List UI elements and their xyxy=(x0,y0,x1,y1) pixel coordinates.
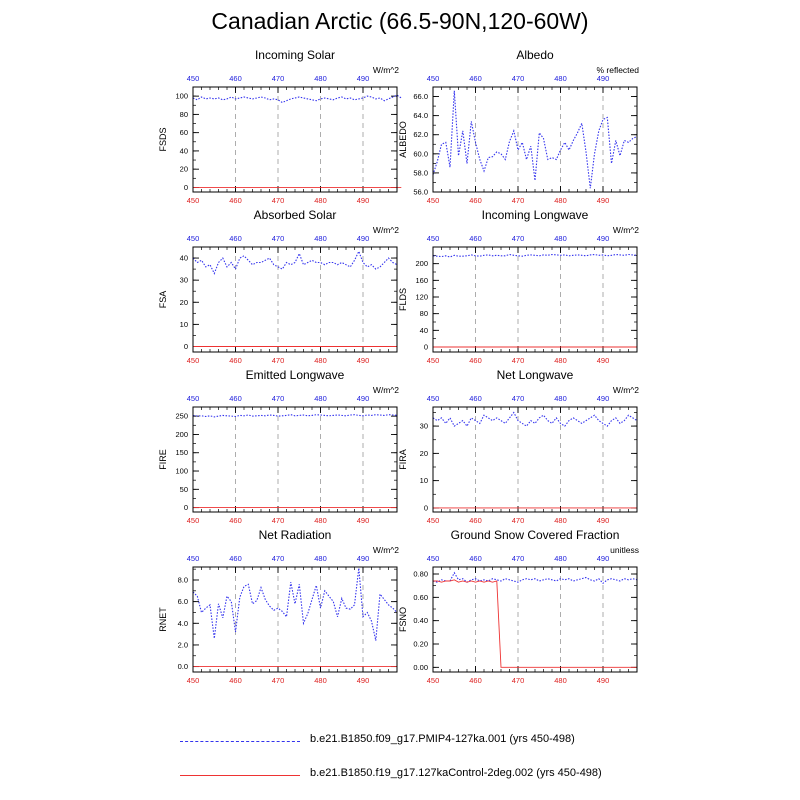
x-tick-label-top: 470 xyxy=(271,74,285,83)
x-tick-label-bottom: 490 xyxy=(596,196,610,205)
x-tick-label-top: 490 xyxy=(356,554,370,563)
x-tick-label-bottom: 480 xyxy=(314,356,327,365)
y-tick-label: 160 xyxy=(415,275,428,285)
y-tick-label: 0.80 xyxy=(413,569,428,579)
x-tick-label-bottom: 470 xyxy=(271,676,285,685)
y-tick-label: 20 xyxy=(179,297,188,307)
y-tick-label: 56.0 xyxy=(413,187,428,197)
units-label: W/m^2 xyxy=(372,385,399,395)
y-tick-label: 120 xyxy=(415,292,428,302)
x-tick-label-bottom: 460 xyxy=(229,676,242,685)
x-tick-label-bottom: 460 xyxy=(469,676,482,685)
series-line-pmip4 xyxy=(193,568,397,641)
plot-frame xyxy=(433,407,637,512)
series-line-pmip4 xyxy=(193,95,401,102)
x-tick-label-bottom: 470 xyxy=(511,516,525,525)
legend-label: b.e21.B1850.f19_g17.127kaControl-2deg.002 (yrs 450-498) xyxy=(310,767,602,779)
x-tick-label-top: 460 xyxy=(229,394,242,403)
y-tick-label: 200 xyxy=(415,259,428,269)
y-tick-label: 0.40 xyxy=(413,616,428,626)
chart-title: Incoming Solar xyxy=(254,48,336,62)
x-tick-label-bottom: 470 xyxy=(511,676,525,685)
chart-title: Albedo xyxy=(516,48,554,62)
y-tick-label: 66.0 xyxy=(413,92,428,102)
plot-frame xyxy=(193,87,397,192)
y-tick-label: 200 xyxy=(175,429,188,439)
x-tick-label-top: 470 xyxy=(511,394,525,403)
y-tick-label: 60.0 xyxy=(413,149,428,159)
series-line-pmip4 xyxy=(193,251,397,273)
y-axis-label: FSDS xyxy=(158,127,168,152)
x-tick-label-bottom: 480 xyxy=(554,676,567,685)
plot-frame xyxy=(193,407,397,512)
chart-panel xyxy=(158,208,399,365)
chart-title: Incoming Longwave xyxy=(481,208,589,222)
x-tick-label-top: 450 xyxy=(186,74,200,83)
y-tick-label: 0.60 xyxy=(413,592,428,602)
x-tick-label-bottom: 450 xyxy=(426,516,440,525)
x-tick-label-top: 470 xyxy=(271,234,285,243)
x-tick-label-bottom: 450 xyxy=(186,356,200,365)
page-title: Canadian Arctic (66.5-90N,120-60W) xyxy=(211,8,589,34)
x-tick-label-bottom: 490 xyxy=(356,676,370,685)
x-tick-label-bottom: 460 xyxy=(229,356,242,365)
y-tick-label: 0.20 xyxy=(413,639,428,649)
chart-panel xyxy=(398,208,639,365)
chart-panel xyxy=(158,368,399,525)
units-label: % reflected xyxy=(596,65,639,75)
x-tick-label-bottom: 490 xyxy=(596,516,610,525)
y-axis-label: FLDS xyxy=(398,287,408,312)
units-label: W/m^2 xyxy=(372,225,399,235)
y-tick-label: 150 xyxy=(175,448,188,458)
x-tick-label-top: 470 xyxy=(271,554,285,563)
x-tick-label-bottom: 450 xyxy=(186,676,200,685)
y-tick-label: 40 xyxy=(419,325,428,335)
x-tick-label-bottom: 460 xyxy=(469,196,482,205)
x-tick-label-top: 490 xyxy=(596,234,610,243)
y-axis-label: FSA xyxy=(158,290,168,309)
y-tick-label: 100 xyxy=(175,466,188,476)
x-tick-label-bottom: 450 xyxy=(186,196,200,205)
x-tick-label-top: 450 xyxy=(426,554,440,563)
legend-swatch-solid xyxy=(180,775,300,776)
units-label: W/m^2 xyxy=(612,225,639,235)
x-tick-label-bottom: 450 xyxy=(426,196,440,205)
x-tick-label-bottom: 480 xyxy=(314,196,327,205)
x-tick-label-top: 450 xyxy=(426,74,440,83)
y-tick-label: 6.0 xyxy=(177,597,188,607)
units-label: unitless xyxy=(610,545,639,555)
x-tick-label-bottom: 470 xyxy=(271,516,285,525)
y-tick-label: 58.0 xyxy=(413,168,428,178)
x-tick-label-bottom: 470 xyxy=(511,356,525,365)
x-tick-label-top: 490 xyxy=(356,234,370,243)
y-tick-label: 0 xyxy=(183,503,188,513)
y-tick-label: 0 xyxy=(183,341,188,351)
x-tick-label-top: 480 xyxy=(314,234,327,243)
x-tick-label-bottom: 470 xyxy=(511,196,525,205)
y-tick-label: 0.0 xyxy=(177,662,188,672)
y-tick-label: 20 xyxy=(419,448,428,458)
x-tick-label-top: 460 xyxy=(469,234,482,243)
x-tick-label-top: 460 xyxy=(469,394,482,403)
chart-title: Ground Snow Covered Fraction xyxy=(450,528,620,542)
y-tick-label: 50 xyxy=(179,484,188,494)
x-tick-label-bottom: 490 xyxy=(596,676,610,685)
x-tick-label-top: 490 xyxy=(596,554,610,563)
x-tick-label-top: 450 xyxy=(426,394,440,403)
x-tick-label-top: 470 xyxy=(511,234,525,243)
y-tick-label: 100 xyxy=(175,91,188,101)
x-tick-label-top: 490 xyxy=(596,394,610,403)
x-tick-label-bottom: 490 xyxy=(356,516,370,525)
y-tick-label: 20 xyxy=(179,164,188,174)
x-tick-label-top: 480 xyxy=(554,554,567,563)
y-tick-label: 64.0 xyxy=(413,111,428,121)
series-line-pmip4 xyxy=(433,91,637,188)
chart-panel xyxy=(158,48,401,205)
x-tick-label-bottom: 480 xyxy=(554,356,567,365)
x-tick-label-bottom: 460 xyxy=(229,196,242,205)
x-tick-label-top: 450 xyxy=(186,554,200,563)
chart-panel xyxy=(398,48,639,205)
chart-title: Absorbed Solar xyxy=(253,208,337,222)
y-axis-label: ALBEDO xyxy=(398,121,408,158)
y-tick-label: 30 xyxy=(179,275,188,285)
chart-panel xyxy=(398,528,639,685)
series-line-pmip4 xyxy=(433,255,637,258)
x-tick-label-top: 490 xyxy=(596,74,610,83)
plot-frame xyxy=(433,247,637,352)
series-line-pmip4 xyxy=(433,413,637,427)
chart-title: Net Longwave xyxy=(496,368,574,382)
x-tick-label-top: 450 xyxy=(186,394,200,403)
legend-swatch-dashed xyxy=(180,741,300,742)
x-tick-label-bottom: 480 xyxy=(554,516,567,525)
y-tick-label: 0 xyxy=(183,182,188,192)
x-tick-label-top: 470 xyxy=(511,554,525,563)
y-tick-label: 60 xyxy=(179,128,188,138)
y-tick-label: 2.0 xyxy=(177,640,188,650)
units-label: W/m^2 xyxy=(372,545,399,555)
x-tick-label-top: 480 xyxy=(314,554,327,563)
x-tick-label-top: 460 xyxy=(469,74,482,83)
x-tick-label-top: 470 xyxy=(271,394,285,403)
x-tick-label-top: 450 xyxy=(186,234,200,243)
x-tick-label-top: 460 xyxy=(469,554,482,563)
y-axis-label: FSNO xyxy=(398,606,408,633)
series-line-pmip4 xyxy=(193,415,397,417)
x-tick-label-top: 460 xyxy=(229,554,242,563)
units-label: W/m^2 xyxy=(372,65,399,75)
y-tick-label: 0.00 xyxy=(413,662,428,672)
x-tick-label-bottom: 450 xyxy=(186,516,200,525)
y-tick-label: 0 xyxy=(423,503,428,513)
chart-title: Net Radiation xyxy=(258,528,332,542)
x-tick-label-top: 470 xyxy=(511,74,525,83)
chart-title: Emitted Longwave xyxy=(245,368,345,382)
units-label: W/m^2 xyxy=(612,385,639,395)
x-tick-label-top: 480 xyxy=(554,394,567,403)
x-tick-label-bottom: 460 xyxy=(469,516,482,525)
y-tick-label: 80 xyxy=(179,109,188,119)
x-tick-label-bottom: 460 xyxy=(469,356,482,365)
x-tick-label-top: 460 xyxy=(229,74,242,83)
y-tick-label: 30 xyxy=(419,421,428,431)
x-tick-label-top: 480 xyxy=(314,74,327,83)
x-tick-label-bottom: 450 xyxy=(426,676,440,685)
x-tick-label-top: 490 xyxy=(356,394,370,403)
legend-label: b.e21.B1850.f09_g17.PMIP4-127ka.001 (yrs 450-498) xyxy=(310,733,575,745)
x-tick-label-bottom: 460 xyxy=(229,516,242,525)
chart-panel xyxy=(158,528,399,685)
y-axis-label: RNET xyxy=(158,607,168,632)
series-line-pmip4 xyxy=(433,573,637,584)
x-tick-label-top: 480 xyxy=(554,74,567,83)
x-tick-label-top: 490 xyxy=(356,74,370,83)
y-tick-label: 10 xyxy=(179,319,188,329)
x-tick-label-top: 460 xyxy=(229,234,242,243)
x-tick-label-top: 480 xyxy=(554,234,567,243)
y-tick-label: 40 xyxy=(179,146,188,156)
x-tick-label-bottom: 450 xyxy=(426,356,440,365)
x-tick-label-bottom: 470 xyxy=(271,196,285,205)
x-tick-label-bottom: 480 xyxy=(314,516,327,525)
y-tick-label: 80 xyxy=(419,309,428,319)
x-tick-label-top: 480 xyxy=(314,394,327,403)
y-tick-label: 4.0 xyxy=(177,618,188,628)
x-tick-label-top: 450 xyxy=(426,234,440,243)
plot-frame xyxy=(193,567,397,672)
chart-panel xyxy=(398,368,639,525)
x-tick-label-bottom: 480 xyxy=(554,196,567,205)
y-tick-label: 0 xyxy=(423,342,428,352)
x-tick-label-bottom: 490 xyxy=(596,356,610,365)
y-tick-label: 250 xyxy=(175,411,188,421)
y-axis-label: FIRE xyxy=(158,449,168,470)
x-tick-label-bottom: 480 xyxy=(314,676,327,685)
x-tick-label-bottom: 470 xyxy=(271,356,285,365)
x-tick-label-bottom: 490 xyxy=(356,356,370,365)
y-axis-label: FIRA xyxy=(398,449,408,470)
series-line-control xyxy=(433,580,637,668)
y-tick-label: 40 xyxy=(179,253,188,263)
x-tick-label-bottom: 490 xyxy=(356,196,370,205)
y-tick-label: 10 xyxy=(419,476,428,486)
y-tick-label: 8.0 xyxy=(177,575,188,585)
plot-frame xyxy=(433,567,637,672)
y-tick-label: 62.0 xyxy=(413,130,428,140)
